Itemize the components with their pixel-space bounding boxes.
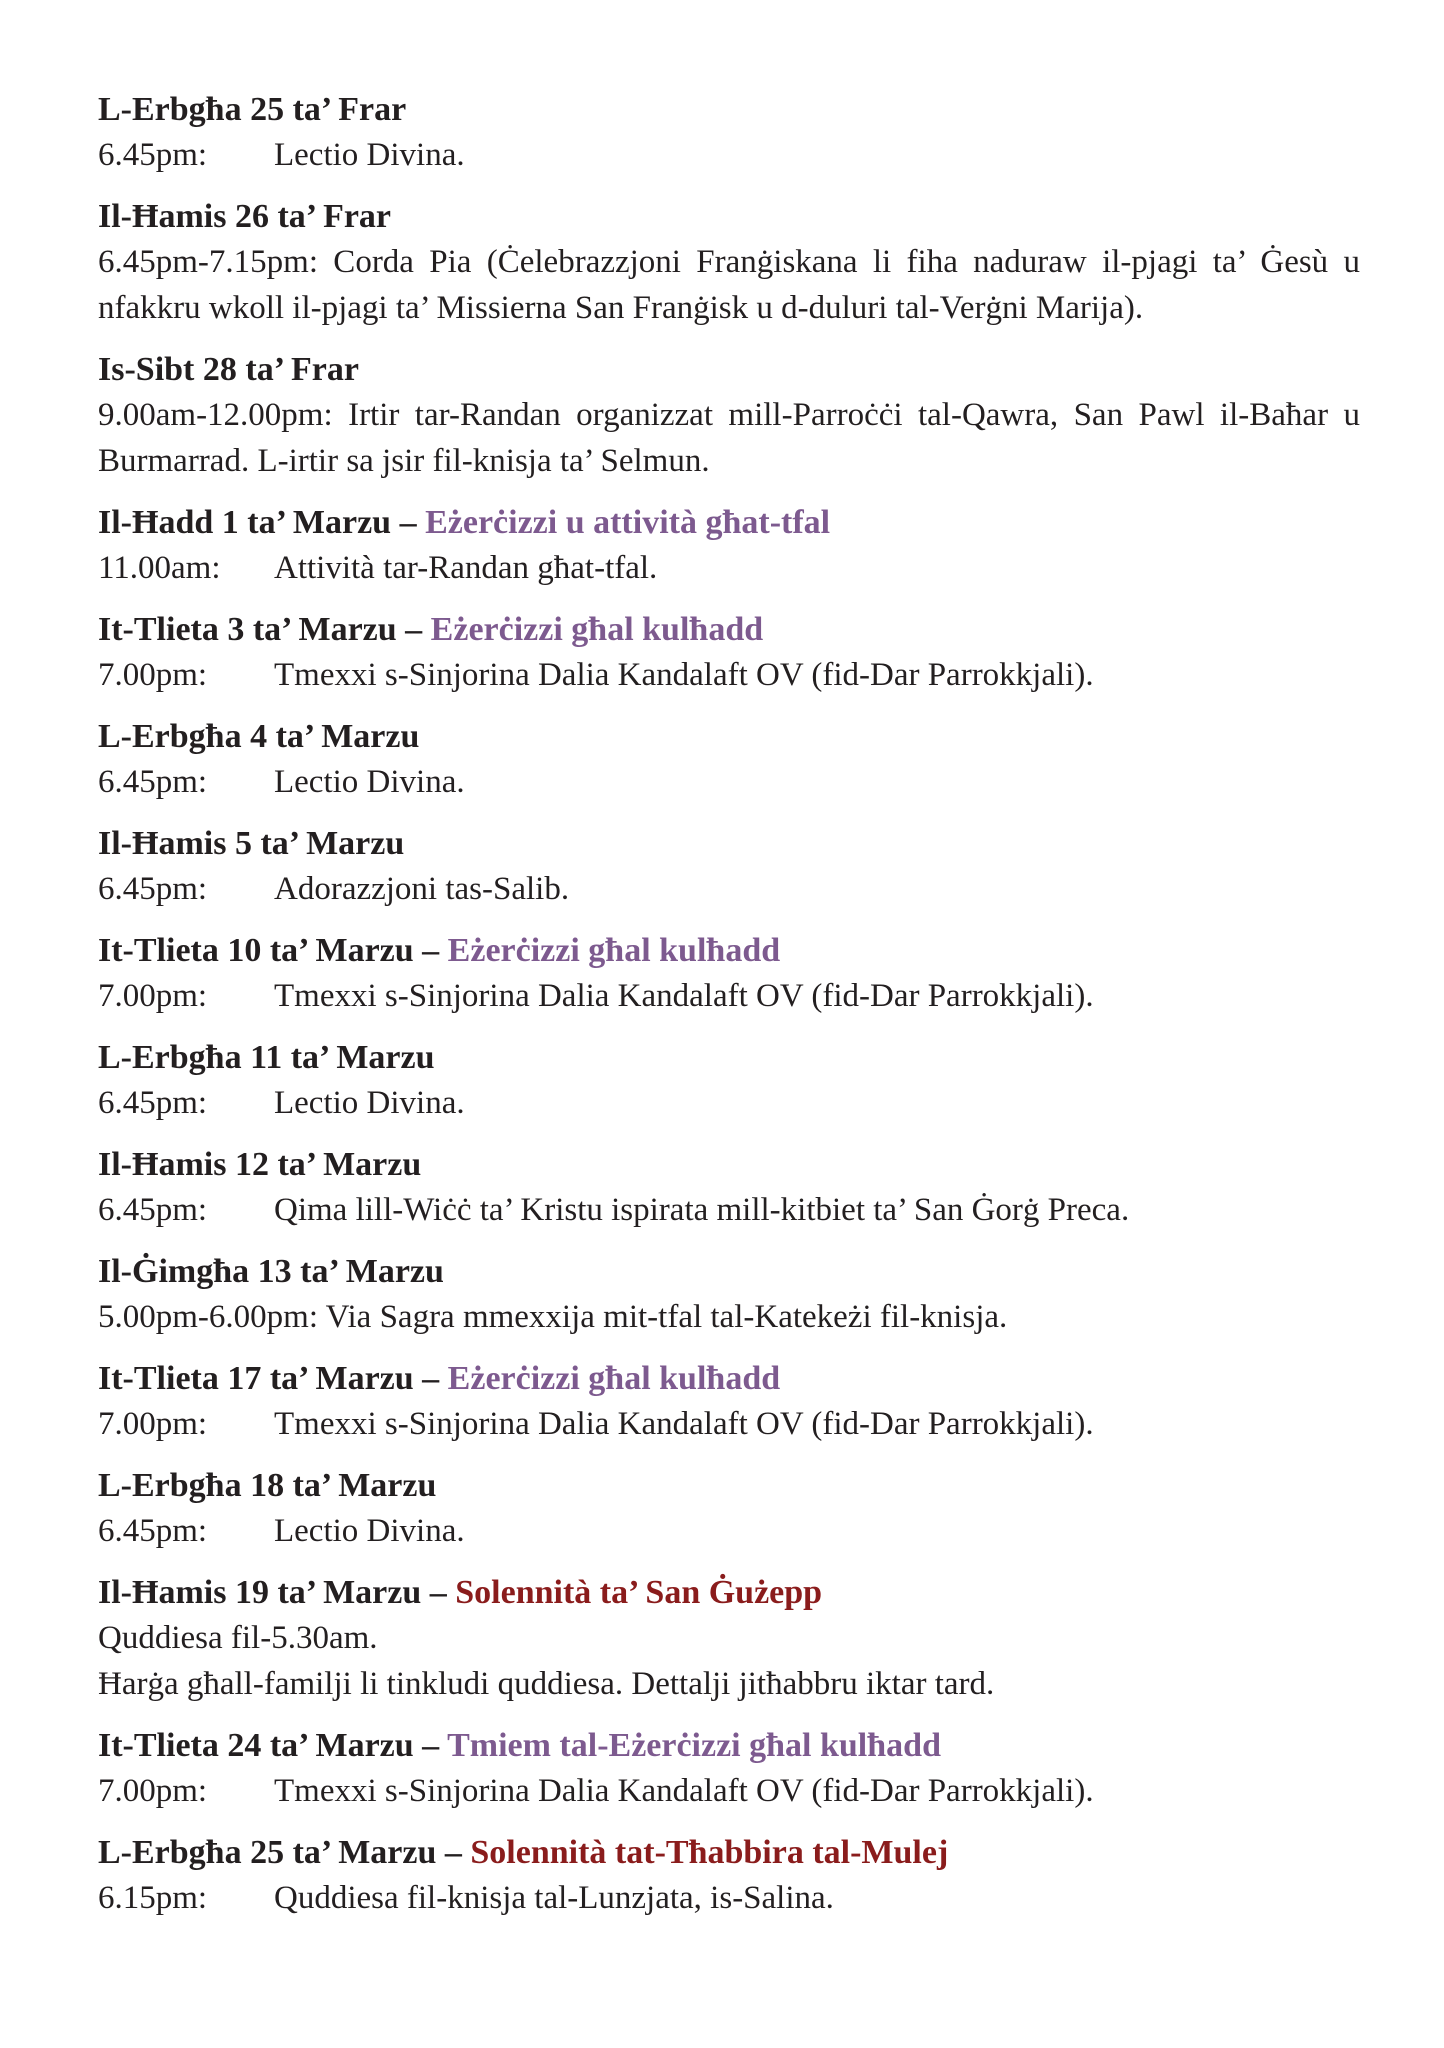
entry-mar-25 [98,1831,1360,1921]
entry-line [98,1187,1360,1233]
entry-time: 7.00pm: [98,978,208,1014]
entry-tag: Eżerċizzi għal kulħadd [447,1360,781,1397]
entry-line [98,1080,1360,1126]
entry-tag: Solennità tat-Tħabbira tal-Mulej [470,1834,949,1871]
entry-line [98,866,1360,912]
entry-day: Il-Ħamis 19 ta’ Marzu [98,1574,422,1611]
entry-time: 6.15pm: [98,1880,208,1916]
entry-tag: Eżerċizzi u attività għat-tfal [425,504,831,541]
entry-text: Lectio Divina. [274,1513,465,1549]
entry-heading [98,1357,1360,1401]
entry-day: L-Erbgħa 4 ta’ Marzu [98,718,420,755]
entry-time: 6.45pm: [98,764,208,800]
entry-separator: – [429,1574,447,1611]
entry-day: L-Erbgħa 25 ta’ Marzu [98,1834,437,1871]
entry-day: Il-Ħamis 5 ta’ Marzu [98,825,405,862]
schedule [98,88,1360,1938]
entry-paragraph: 9.00am-12.00pm: Irtir tar-Randan organizzat mill-Parroċċi tal-Qawra, San Pawl il-Baħar u Burmarrad. L-irtir sa jsir fil-knisja ta’ Selmun. [98,397,1360,479]
entry-mar-13 [98,1250,1360,1340]
entry-time: 6.45pm: [98,1085,208,1121]
entry-text: Quddiesa fil-knisja tal-Lunzjata, is-Salina. [274,1880,834,1916]
entry-mar-17 [98,1357,1360,1447]
entry-heading [98,501,1360,545]
entry-line [98,759,1360,805]
entry-feb-26 [98,195,1360,331]
entry-time: 6.45pm: [98,137,208,173]
entry-text: Attività tar-Randan għat-tfal. [274,550,658,586]
entry-mar-4 [98,715,1360,805]
entry-mar-5 [98,822,1360,912]
entry-time: 6.45pm: [98,871,208,907]
entry-feb-28 [98,348,1360,484]
entry-mar-12 [98,1143,1360,1233]
entry-separator: – [405,611,423,648]
entry-text: Tmexxi s-Sinjorina Dalia Kandalaft OV (fid-Dar Parrokkjali). [274,657,1094,693]
entry-line [98,1401,1360,1447]
entry-text: Tmexxi s-Sinjorina Dalia Kandalaft OV (fid-Dar Parrokkjali). [274,1773,1094,1809]
entry-mar-1 [98,501,1360,591]
entry-day: L-Erbgħa 11 ta’ Marzu [98,1039,435,1076]
entry-mar-3 [98,608,1360,698]
entry-heading [98,1571,1360,1615]
entry-day: Il-Ħamis 12 ta’ Marzu [98,1146,422,1183]
entry-day: It-Tlieta 10 ta’ Marzu [98,932,414,969]
entry-separator: – [422,1727,440,1764]
entry-line [98,545,1360,591]
entry-tag: Eżerċizzi għal kulħadd [430,611,764,648]
entry-mar-24 [98,1724,1360,1814]
entry-line [98,1508,1360,1554]
entry-time: 7.00pm: [98,657,208,693]
entry-line: 5.00pm-6.00pm: Via Sagra mmexxija mit-tfal tal-Katekeżi fil-knisja. [98,1299,1008,1335]
entry-text: Qima lill-Wiċċ ta’ Kristu ispirata mill-kitbiet ta’ San Ġorġ Preca. [274,1192,1130,1228]
entry-day: Is-Sibt 28 ta’ Frar [98,351,359,388]
entry-time: 6.45pm: [98,1513,208,1549]
entry-text: Tmexxi s-Sinjorina Dalia Kandalaft OV (fid-Dar Parrokkjali). [274,978,1094,1014]
entry-tag: Tmiem tal-Eżerċizzi għal kulħadd [447,1727,941,1764]
entry-line: Ħarġa għall-familji li tinkludi quddiesa. Dettalji jitħabbru iktar tard. [98,1666,995,1702]
entry-line [98,132,1360,178]
entry-time: 7.00pm: [98,1406,208,1442]
entry-heading [98,1831,1360,1875]
entry-day: Il-Ġimgħa 13 ta’ Marzu [98,1253,444,1290]
entry-separator: – [422,1360,440,1397]
entry-day: Il-Ħadd 1 ta’ Marzu [98,504,392,541]
entry-time: 11.00am: [98,550,221,586]
entry-time: 6.45pm: [98,1192,208,1228]
entry-day: L-Erbgħa 18 ta’ Marzu [98,1467,437,1504]
entry-tag: Eżerċizzi għal kulħadd [447,932,781,969]
entry-line [98,1768,1360,1814]
entry-time: 7.00pm: [98,1773,208,1809]
entry-separator: – [444,1834,462,1871]
entry-line: Quddiesa fil-5.30am. [98,1620,378,1656]
entry-heading [98,1724,1360,1768]
entry-feb-25 [98,88,1360,178]
entry-day: It-Tlieta 24 ta’ Marzu [98,1727,414,1764]
entry-separator: – [422,932,440,969]
entry-day: It-Tlieta 17 ta’ Marzu [98,1360,414,1397]
entry-line [98,973,1360,1019]
entry-day: It-Tlieta 3 ta’ Marzu [98,611,397,648]
entry-text: Lectio Divina. [274,764,465,800]
entry-heading [98,608,1360,652]
entry-heading [98,929,1360,973]
entry-text: Adorazzjoni tas-Salib. [274,871,570,907]
entry-mar-18 [98,1464,1360,1554]
entry-separator: – [399,504,417,541]
entry-text: Lectio Divina. [274,1085,465,1121]
entry-text: Lectio Divina. [274,137,465,173]
entry-day: Il-Ħamis 26 ta’ Frar [98,198,392,235]
entry-day: L-Erbgħa 25 ta’ Frar [98,91,407,128]
entry-mar-10 [98,929,1360,1019]
entry-paragraph: 6.45pm-7.15pm: Corda Pia (Ċelebrazzjoni Franġiskana li fiha naduraw il-pjagi ta’ Ġesù u nfakkru wkoll il-pjagi ta’ Missierna San Franġisk u d-duluri tal-Verġni Marija). [98,244,1360,326]
entry-text: Tmexxi s-Sinjorina Dalia Kandalaft OV (fid-Dar Parrokkjali). [274,1406,1094,1442]
entry-mar-19 [98,1571,1360,1707]
entry-mar-11 [98,1036,1360,1126]
entry-tag: Solennità ta’ San Ġużepp [455,1574,823,1611]
entry-line [98,652,1360,698]
entry-line [98,1875,1360,1921]
